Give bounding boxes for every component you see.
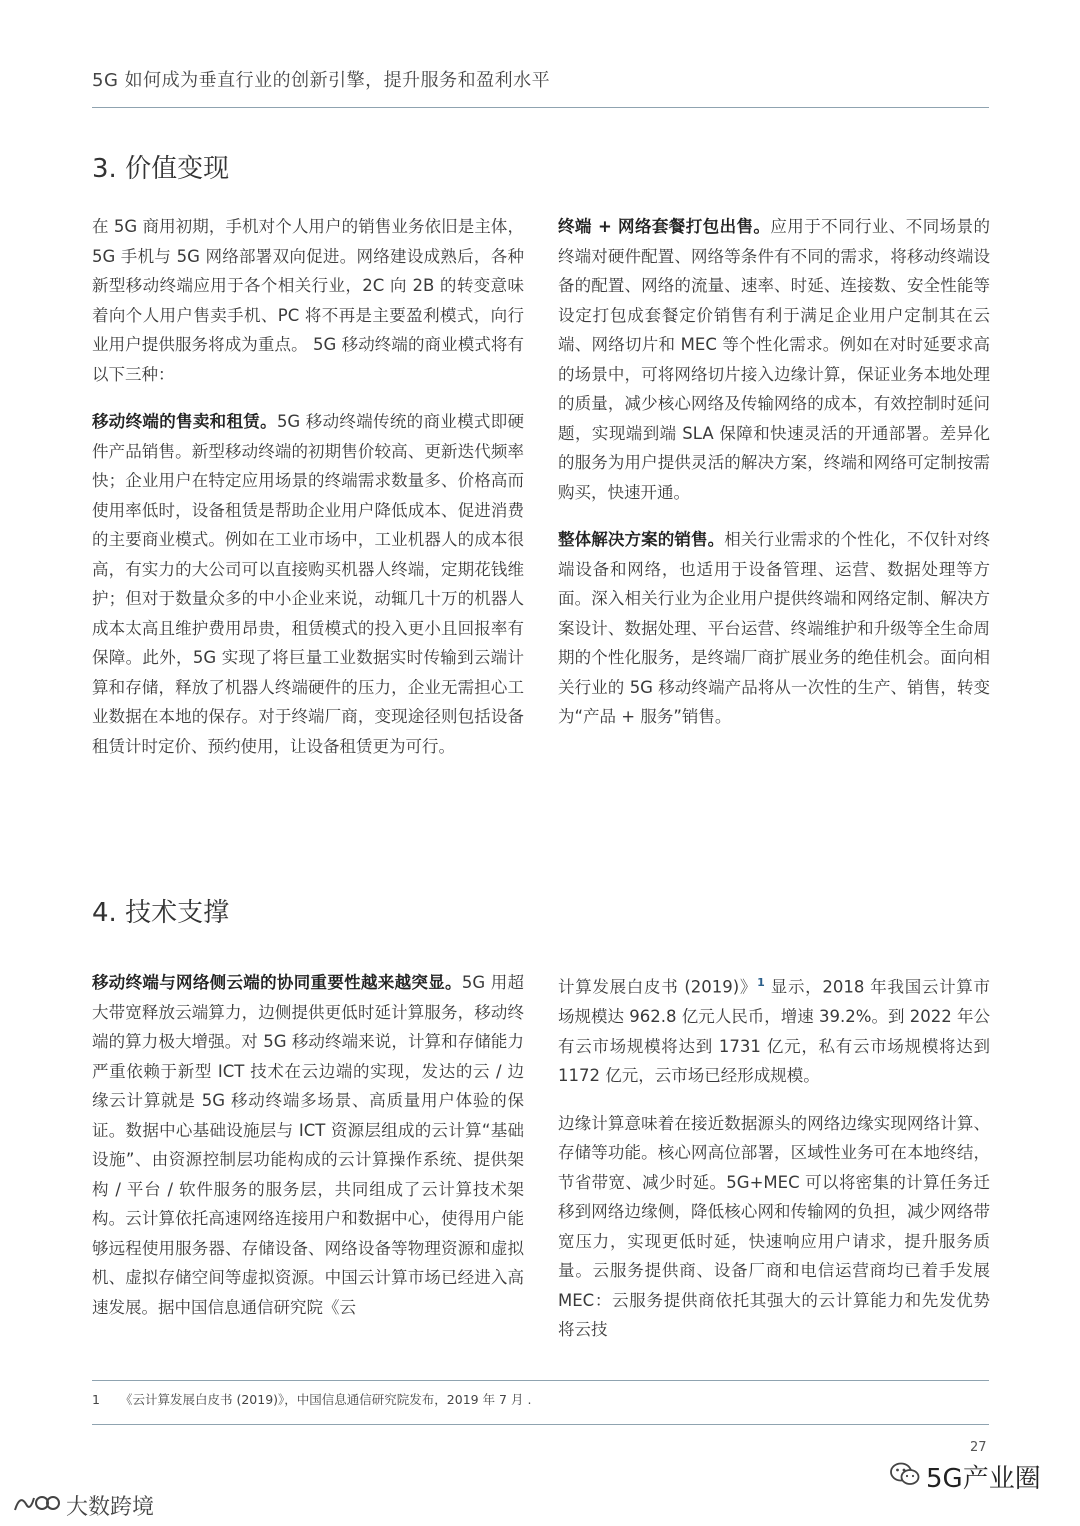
paragraph: 在 5G 商用初期，手机对个人用户的销售业务依旧是主体，5G 手机与 5G 网络部署双向促进。网络建设成熟后，各种新型移动终端应用于各个相关行业，2C 向 2B 的转变意味着向个人用户售卖手机、PC 将不再是主要盈利模式，向行业用户提供服务将成为重点。 5G 移动终端的商业模式将有以下三种： [92, 217, 524, 384]
paragraph [92, 407, 524, 761]
paragraph [92, 968, 524, 1322]
section-4-heading: 4. 技术支撑 [92, 898, 230, 928]
section-4-right-column [558, 968, 990, 1363]
paragraph-body: 显示，2018 年我国云计算市场规模达 962.8 亿元人民币，增速 39.2%。到 2022 年公有云市场规模将达到 1731 亿元，私有云市场规模将达到 1172 亿元，云市场已经形成规模。 [558, 977, 990, 1085]
section-3-right-column [558, 212, 990, 750]
footer-divider [92, 1424, 989, 1425]
footnote-reference[interactable]: 1 [757, 976, 765, 989]
section-4-left-column [92, 968, 524, 1340]
paragraph: 边缘计算意味着在接近数据源头的网络边缘实现网络计算、存储等功能。核心网高位部署，区域性业务可在本地终结，节省带宽、减少时延。5G+MEC 可以将密集的计算任务迁移到网络边缘侧，降低核心网和传输网的负担，减少网络带宽压力，实现更低时延，快速响应用户请求，提升服务质量。云服务提供商、设备厂商和电信运营商均已着手发展 MEC：云服务提供商依托其强大的云计算能力和先发优势将云技 [558, 1113, 990, 1339]
section-3-heading: 3. 价值变现 [92, 154, 230, 184]
brand-logo-icon [12, 1492, 60, 1520]
running-header: 5G 如何成为垂直行业的创新引擎，提升服务和盈利水平 [92, 70, 551, 91]
paragraph-lead: 移动终端与网络侧云端的协同重要性越来越突显。 [92, 973, 462, 992]
wechat-icon [890, 1461, 920, 1493]
footnote-divider [92, 1380, 989, 1381]
paragraph [558, 968, 990, 1091]
paragraph-body: 5G 移动终端传统的商业模式即硬件产品销售。新型移动终端的初期售价较高、更新迭代频率快；企业用户在特定应用场景的终端需求数量多、价格高而使用率低时，设备租赁是帮助企业用户降低成本、促进消费的主要商业模式。例如在工业市场中，工业机器人的成本很高，有实力的大公司可以直接购买机器人终端，定期花钱维护；但对于数量众多的中小企业来说，动辄几十万的机器人成本太高且维护费用昂贵，租赁模式的投入更小且回报率有保障。此外，5G 实现了将巨量工业数据实时传输到云端计算和存储，释放了机器人终端硬件的压力，企业无需担心工业数据在本地的保存。对于终端厂商，变现途径则包括设备租赁计时定价、预约使用，让设备租赁更为可行。 [92, 412, 525, 756]
paragraph-body: 计算发展白皮书 (2019)》 [558, 977, 758, 997]
footnote [92, 1390, 531, 1408]
paragraph-lead: 整体解决方案的销售。 [558, 530, 725, 549]
paragraph-body: 应用于不同行业、不同场景的终端对硬件配置、网络等条件有不同的需求，将移动终端设备的配置、网络的流量、速率、时延、连接数、安全性能等设定打包成套餐定价销售有利于满足企业用户定制其在云端、网络切片和 MEC 等个性化需求。例如在对时延要求高的场景中，可将网络切片接入边缘计算，保证业务本地处理的质量，减少核心网络及传输网络的成本，有效控制时延问题，实现端到端 SLA 保障和快速灵活的开通部署。差异化的服务为用户提供灵活的解决方案，终端和网络可定制按需购买，快速开通。 [558, 217, 990, 502]
paragraph-body: 相关行业需求的个性化，不仅针对终端设备和网络，也适用于设备管理、运营、数据处理等方面。深入相关行业为企业用户提供终端和网络定制、解决方案设计、数据处理、平台运营、终端维护和升级等全生命周期的个性化服务，是终端厂商扩展业务的绝佳机会。面向相关行业的 5G 移动终端产品将从一次性的生产、销售，转变为“产品 + 服务”销售。 [558, 530, 991, 726]
paragraph [558, 525, 990, 732]
watermark-wechat [890, 1458, 1041, 1495]
paragraph [558, 212, 990, 507]
footnote-number: 1 [92, 1392, 100, 1407]
header-divider [92, 107, 989, 108]
paragraph-lead: 移动终端的售卖和租赁。 [92, 412, 277, 431]
watermark-brand [12, 1490, 154, 1521]
paragraph-lead: 终端 + 网络套餐打包出售。 [558, 217, 771, 236]
watermark-text: 5G产业圈 [926, 1464, 1041, 1494]
footnote-text: 《云计算发展白皮书 (2019)》，中国信息通信研究院发布，2019 年 7 月 . [120, 1392, 532, 1407]
paragraph-body: 5G 用超大带宽释放云端算力，边侧提供更低时延计算服务，移动终端的算力极大增强。对 5G 移动终端来说，计算和存储能力严重依赖于新型 ICT 技术在云边端的实现，发达的云 / 边缘云计算就是 5G 移动终端多场景、高质量用户体验的保证。数据中心基础设施层与 ICT 资源层组成的云计算“基础设施”、由资源控制层功能构成的云计算操作系统、提供架构 / 平台 / 软件服务的服务层，共同组成了云计算技术架构。云计算依托高速网络连接用户和数据中心，使得用户能够远程使用服务器、存储设备、网络设备等物理资源和虚拟机、虚拟存储空间等虚拟资源。中国云计算市场已经进入高速发展。据中国信息通信研究院《云 [92, 973, 525, 1317]
section-3-left-column [92, 212, 524, 779]
page-number: 27 [970, 1440, 987, 1455]
watermark-text: 大数跨境 [66, 1495, 155, 1520]
